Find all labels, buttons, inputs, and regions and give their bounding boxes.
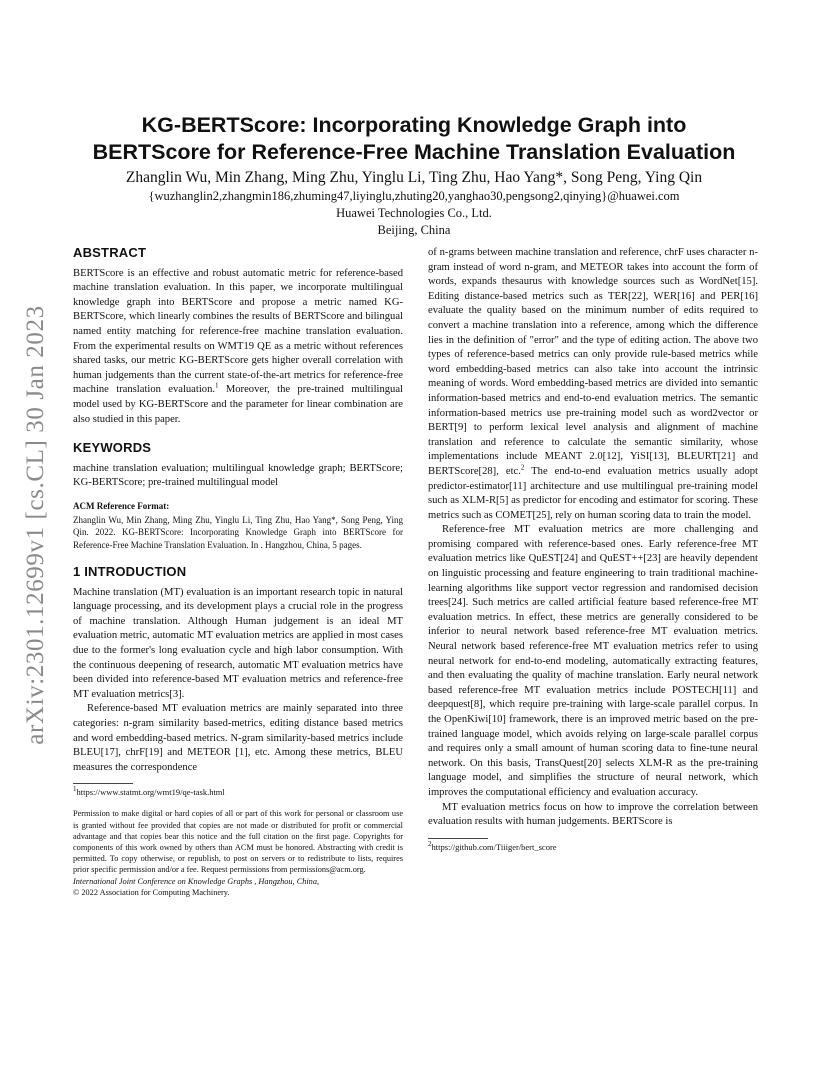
affiliation: Huawei Technologies Co., Ltd. bbox=[336, 206, 492, 220]
right-paragraph-3: MT evaluation metrics focus on how to improve the correlation between evaluation results with human judgements. BERTScore is bbox=[428, 801, 758, 828]
footnote-1-marker: 1 bbox=[215, 381, 219, 390]
left-column bbox=[73, 246, 403, 898]
abstract-text-part-1: BERTScore is an effective and robust automatic metric for reference-based machine translation evaluation. In this paper, we incorporate multilingual knowledge graph into BERTScore and propose a metric named KG-BERTScore, which linearly combines the results of BERTScore and bilingual named entity matching for reference-free machine translation evaluation. From the experimental results on WMT19 QE as a metric without references shared tasks, our metric KG-BERTScore gets higher overall correlation with human judgements than the current state-of-the-art metrics for reference-free machine translation evaluation. bbox=[73, 267, 403, 396]
permission-notice bbox=[73, 808, 403, 898]
copyright-line: © 2022 Association for Computing Machinery. bbox=[73, 887, 230, 897]
right-column bbox=[428, 246, 758, 853]
footnote-2 bbox=[428, 839, 758, 853]
intro-paragraph-1: Machine translation (MT) evaluation is an important research topic in natural language processing, and its development plays a crucial role in the progress of machine translation. Although Human judgement is an ideal MT evaluation metric, automatic MT evaluation metrics are applied in most cases due to the former's long evaluation cycle and high labor consumption. With the continuous deepening of research, automatic MT evaluation metrics have been divided into reference-based MT evaluation metrics and reference-free MT evaluation metrics[3]. bbox=[73, 586, 403, 700]
footnote-1-link[interactable]: https://www.statmt.org/wmt19/qe-task.html bbox=[76, 787, 225, 798]
footnote-2-marker: 2 bbox=[520, 463, 525, 472]
title-line-2: BERTScore for Reference-Free Machine Translation Evaluation bbox=[92, 140, 736, 164]
abstract-text-part-2: Moreover, the pre-trained multilingual model used by KG-BERTScore and the parameter for linear combination are also studied in this paper. bbox=[73, 384, 403, 425]
abstract-text bbox=[73, 267, 403, 428]
arxiv-id-text: arXiv:2301.12699v1 [cs.CL] 30 Jan 2023 bbox=[22, 305, 49, 745]
conference-line: International Joint Conference on Knowledge Graphs , Hangzhou, China, bbox=[73, 876, 320, 886]
arxiv-identifier-stamp bbox=[14, 290, 58, 760]
footnote-2-number: 2 bbox=[428, 839, 432, 848]
footnote-1-number: 1 bbox=[73, 785, 77, 794]
footnote-divider-right bbox=[428, 838, 488, 839]
right-paragraph-1-part-1: of n-grams between machine translation and reference, chrF uses character n-gram instead of word n-gram, and METEOR takes into account the form of words, expands thesaurus with knowledge sources such as WordNet[15]. Editing distance-based metrics such as TER[22], WER[16] and PER[16] evaluate the quality based on the minimum number of edits required to convert a machine translation into a reference, among which the difference lies in the definition of "error" and the type of editing action. The above two types of reference-based metrics can only provide rule-based metrics while word embedding-based metrics can also take into account the intrinsic meaning of words. Word embedding-based metrics are divided into semantic information-based metrics and end-to-end evaluation metrics. The semantic information-based metrics use pre-training model such as word2vector or BERT[9] to perform lexical level analysis and alignment of machine translation and reference to calculate the semantic similarity, whose implementations include MEANT 2.0[12], YiSI[13], BLEURT[21] and BERTScore[28], etc. bbox=[428, 247, 758, 477]
right-paragraph-2: Reference-free MT evaluation metrics are more challenging and promising compared with reference-based ones. Early reference-free MT evaluation metrics like QuEST[24] and QuEST++[23] are heavily dependent on linguistic processing and feature engineering to train traditional machine-learning algorithms like support vector regression and randomised decision trees[24]. Such metrics are called artificial feature based reference-free MT evaluation metrics. In effect, these metrics are generally considered to be inferior to neural network based reference-free MT evaluation metrics. Neural network based reference-free MT evaluation metrics refer to using neural network for end-to-end modeling, automatically extracting features, and then evaluating the quality of machine translation. Early neural network based reference-free MT evaluation metrics include POSTECH[11] and deepquest[8], which require pre-training with large-scale parallel corpus. In the OpenKiwi[10] framework, there is an improved metric based on the pre-trained language model, which avoids relying on large-scale parallel corpus and requires only a small amount of human scoring data to fine-tune neural network. On this basis, TransQuest[20] selects XLM-R as the pre-training language model, and simplifies the structure of neural network, which improves the computational efficiency and evaluation accuracy. bbox=[428, 524, 758, 798]
intro-paragraph-2: Reference-based MT evaluation metrics are mainly separated into three categories: n-gram similarity based-metrics, editing distance based metrics and word embedding-based metrics. N-gram similarity-based metrics include BLEU[17], chrF[19] and METEOR [1], etc. Among these metrics, BLEU measures the correspondence bbox=[73, 703, 403, 773]
right-paragraph-1-part-2: The end-to-end evaluation metrics usually adopt predictor-estimator[11] architecture and use multilingual pre-training model such as XLM-R[5] as predictor for encoding and estimator for scoring. These metrics such as COMET[25], rely on human scoring data to train the model. bbox=[428, 465, 759, 521]
affiliation-location: Beijing, China bbox=[377, 223, 451, 237]
introduction-heading: 1 INTRODUCTION bbox=[73, 564, 187, 579]
footnote-divider bbox=[73, 783, 133, 784]
abstract-heading: ABSTRACT bbox=[73, 245, 147, 260]
acm-reference-text: Zhanglin Wu, Min Zhang, Ming Zhu, Yinglu Li, Ting Zhu, Hao Yang*, Song Peng, Ying Qin. 2022. KG-BERTScore: Incorporating Knowledge Graph into BERTScore for Reference-Free Machine Translation Evaluation. In . Hangzhou, China, 5 pages. bbox=[73, 514, 403, 550]
author-emails: {wuzhanglin2,zhangmin186,zhuming47,liyinglu,zhuting20,yanghao30,pengsong2,qinying}@huawei.com bbox=[148, 189, 680, 203]
keywords-heading: KEYWORDS bbox=[73, 440, 152, 456]
right-paragraph-1 bbox=[428, 246, 758, 523]
footnote-2-link[interactable]: https://github.com/Tiiiger/bert_score bbox=[431, 841, 557, 852]
footnote-1 bbox=[73, 787, 403, 798]
keywords-text: machine translation evaluation; multilingual knowledge graph; BERTScore; KG-BERTScore; pre-trained multilingual model bbox=[73, 462, 403, 489]
author-list: Zhanglin Wu, Min Zhang, Ming Zhu, Yinglu Li, Ting Zhu, Hao Yang*, Song Peng, Ying Qin bbox=[125, 169, 703, 186]
title-line-1: KG-BERTScore: Incorporating Knowledge Graph into bbox=[141, 113, 687, 137]
acm-reference-label: ACM Reference Format: bbox=[73, 500, 170, 511]
permission-text: Permission to make digital or hard copies of all or part of this work for personal or classroom use is granted without fee provided that copies are not made or distributed for profit or commercial advantage and that copies bear this notice and the full citation on the first page. Copyrights for components of this work owned by others than ACM must be honored. Abstracting with credit is permitted. To copy otherwise, or republish, to post on servers or to redistribute to lists, requires prior specific permission and/or a fee. Request permissions from permissions@acm.org. bbox=[73, 809, 403, 875]
paper-title bbox=[60, 112, 768, 166]
